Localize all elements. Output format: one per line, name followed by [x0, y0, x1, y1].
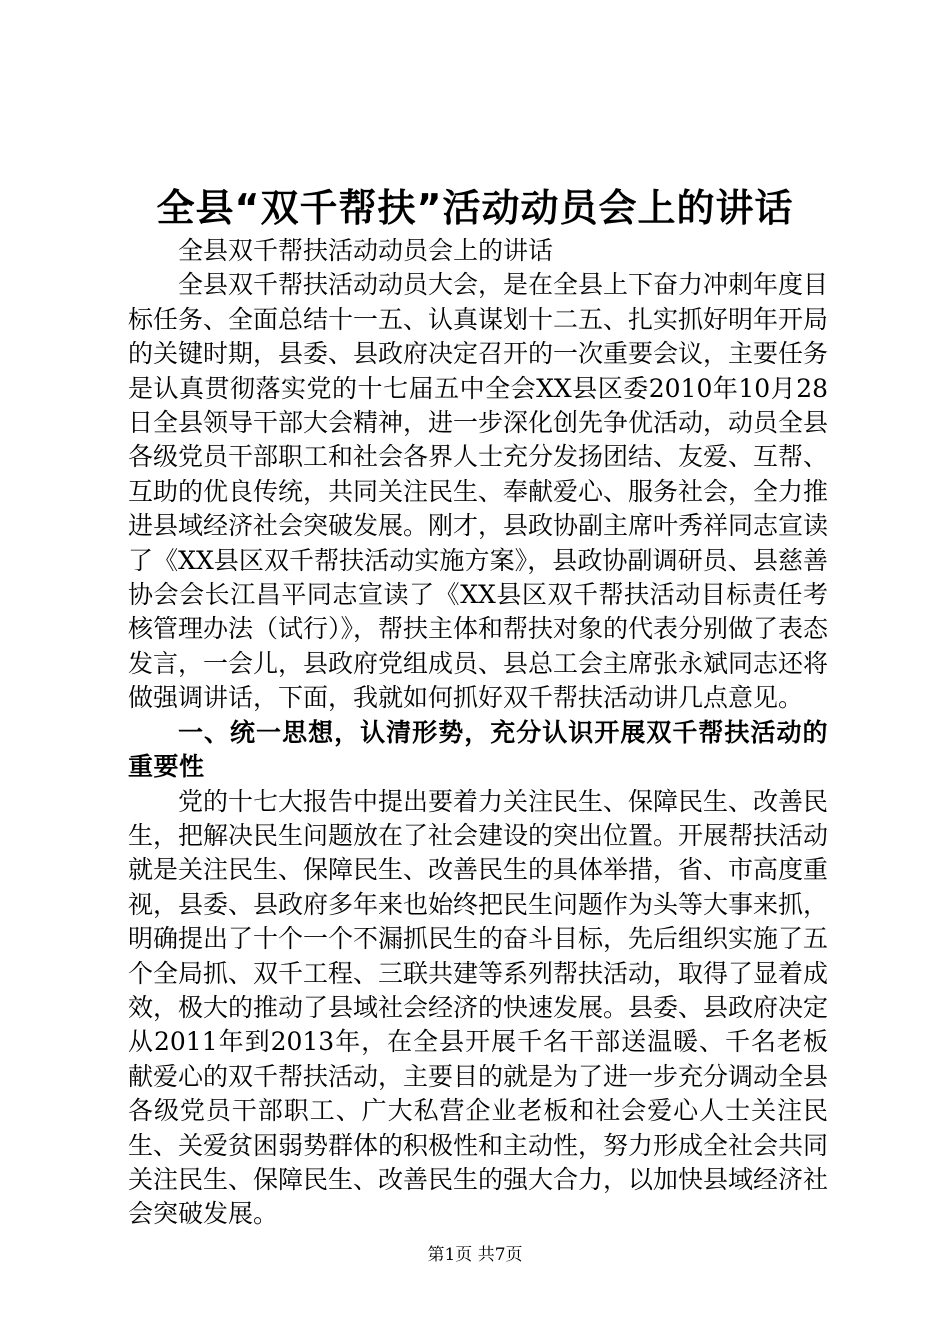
page-number-footer: 第1页 共7页 [427, 1245, 523, 1265]
subtitle-paragraph: 全县双千帮扶活动动员会上的讲话 [178, 236, 554, 265]
document-title: 全县“双千帮扶”活动动员会上的讲话 [156, 186, 794, 230]
section-heading: 一、统一思想，认清形势，充分认识开展双千帮扶活动的重要性 [128, 717, 828, 782]
body-paragraph: 全县双千帮扶活动动员大会，是在全县上下奋力冲刺年度目标任务、全面总结十一五、认真谋划十二五、扎实抓好明年开局的关键时期，县委、县政府决定召开的一次重要会议，主要任务是认真贯彻落实党的十七届五中全会XX县区委2010年10月28日全县领导干部大会精神，进一步深化创先争优活动，动员全县各级党员干部职工和社会各界人士充分发扬团结、友爱、互帮、互助的优良传统，共同关注民生、奉献爱心、服务社会，全力推进县域经济社会突破发展。刚才，县政协副主席叶秀祥同志宣读了《XX县区双千帮扶活动实施方案》，县政协副调研员、县慈善协会会长江昌平同志宣读了《XX县区双千帮扶活动目标责任考核管理办法（试行）》，帮扶主体和帮扶对象的代表分别做了表态发言，一会儿，县政府党组成员、县总工会主席张永斌同志还将做强调讲话，下面，我就如何抓好双千帮扶活动讲几点意见。 [128, 270, 829, 713]
body-paragraph: 党的十七大报告中提出要着力关注民生、保障民生、改善民生，把解决民生问题放在了社会建设的突出位置。开展帮扶活动就是关注民生、保障民生、改善民生的具体举措，省、市高度重视，县委、县政府多年来也始终把民生问题作为头等大事来抓，明确提出了十个一个不漏抓民生的奋斗目标，先后组织实施了五个全局抓、双千工程、三联共建等系列帮扶活动，取得了显着成效，极大的推动了县域社会经济的快速发展。县委、县政府决定从2011年到2013年，在全县开展千名干部送温暖、千名老板献爱心的双千帮扶活动，主要目的就是为了进一步充分调动全县各级党员干部职工、广大私营企业老板和社会爱心人士关注民生、关爱贫困弱势群体的积极性和主动性，努力形成全社会共同关注民生、保障民生、改善民生的强大合力，以加快县域经济社会突破发展。 [128, 786, 829, 1229]
document-body [128, 234, 828, 1232]
